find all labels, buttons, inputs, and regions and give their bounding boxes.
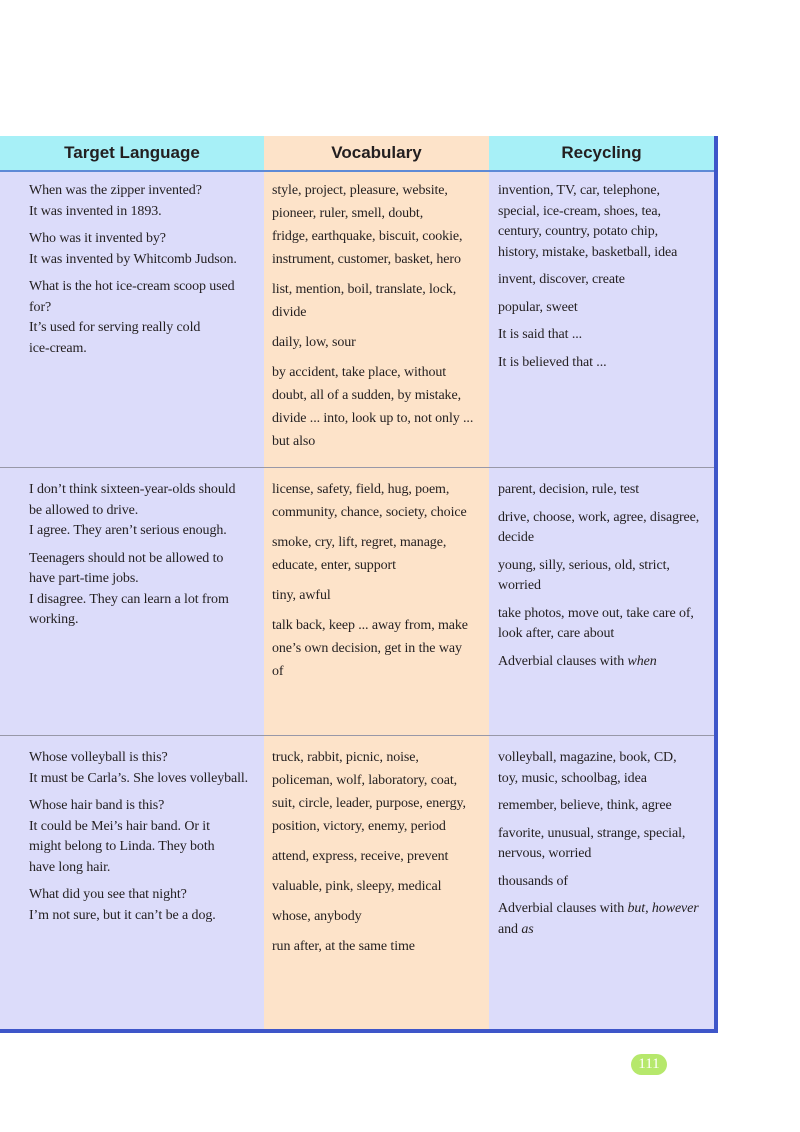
row1-vocab-p2: list, mention, boil, translate, lock, divide <box>272 282 457 320</box>
row2-rec-p3: young, silly, serious, old, strict, worried <box>498 557 670 593</box>
row3-target-p1: Whose volleyball is this? It must be Carla’s. She loves volleyball. <box>29 750 249 786</box>
row3-rec-p2: remember, believe, think, agree <box>498 798 672 813</box>
row3-vocab-p4: whose, anybody <box>272 909 362 924</box>
row1-vocab-cell <box>272 179 486 460</box>
row1-target-p3: What is the hot ice-cream scoop used for? It’s used for serving really cold ice-cream. <box>29 279 235 356</box>
row1-target-cell <box>29 181 261 366</box>
row3-vocab-p5: run after, at the same time <box>272 939 415 954</box>
row3-rec-p1: volleyball, magazine, book, CD, toy, music, schoolbag, idea <box>498 750 677 786</box>
header-vocabulary: Vocabulary <box>264 136 489 170</box>
row3-vocab-p2: attend, express, receive, prevent <box>272 849 449 864</box>
row2-vocab-p1: license, safety, field, hug, poem, community, chance, society, choice <box>272 482 467 520</box>
row1-vocab-p1: style, project, pleasure, website, pioneer, ruler, smell, doubt, fridge, earthquake, biscuit, cookie, instrument, customer, basket, hero <box>272 183 463 267</box>
row3-vocab-p3: valuable, pink, sleepy, medical <box>272 879 442 894</box>
table-header <box>0 136 714 172</box>
row1-target-p2: Who was it invented by? It was invented by Whitcomb Judson. <box>29 231 237 267</box>
header-recycling: Recycling <box>489 136 714 170</box>
row2-vocab-p3: tiny, awful <box>272 588 331 603</box>
row1-rec-p3: popular, sweet <box>498 299 578 315</box>
row-divider <box>0 467 714 468</box>
row2-rec-p4: take photos, move out, take care of, look after, care about <box>498 605 694 641</box>
page-number-badge: 111 <box>631 1054 667 1075</box>
row2-vocab-p4: talk back, keep ... away from, make one’s own decision, get in the way of <box>272 618 468 679</box>
row3-target-cell <box>29 748 261 933</box>
row2-target-p2: Teenagers should not be allowed to have part-time jobs. I disagree. They can learn a lot from working. <box>29 550 229 627</box>
row3-rec-p3: favorite, unusual, strange, special, nervous, worried <box>498 825 686 861</box>
row3-target-p3: What did you see that night? I’m not sure, but it can’t be a dog. <box>29 887 216 923</box>
row2-target-p1: I don’t think sixteen-year-olds should be allowed to drive. I agree. They aren’t serious enough. <box>29 482 236 538</box>
row1-target-p1: When was the zipper invented? It was invented in 1893. <box>29 183 202 219</box>
row1-vocab-p4: by accident, take place, without doubt, all of a sudden, by mistake, divide ... into, look up to, not only ... but also <box>272 365 474 449</box>
row3-rec-adverbial: Adverbial clauses with but, however and as <box>498 901 699 937</box>
row2-rec-p2: drive, choose, work, agree, disagree, decide <box>498 509 700 545</box>
row2-target-cell <box>29 480 261 638</box>
row3-rec-p4: thousands of <box>498 873 568 889</box>
row1-rec-p5: It is believed that ... <box>498 354 607 370</box>
row1-rec-p4: It is said that ... <box>498 327 583 342</box>
row1-recycling-cell <box>498 181 710 380</box>
row3-vocab-cell <box>272 746 486 965</box>
vocabulary-table <box>0 136 718 1033</box>
row3-vocab-p1: truck, rabbit, picnic, noise, policeman, wolf, laboratory, coat, suit, circle, leader, purpose, energy, position, victory, enemy, period <box>272 750 466 834</box>
header-target-language: Target Language <box>0 136 264 170</box>
row2-recycling-cell <box>498 480 710 679</box>
row1-rec-p1: invention, TV, car, telephone, special, ice-cream, shoes, tea, century, country, potato chip, history, mistake, basketball, idea <box>498 183 678 260</box>
row1-rec-p2: invent, discover, create <box>498 272 625 287</box>
row2-rec-p1: parent, decision, rule, test <box>498 482 640 497</box>
row-divider <box>0 735 714 736</box>
row2-vocab-cell <box>272 478 486 690</box>
row3-target-p2: Whose hair band is this? It could be Mei’s hair band. Or it might belong to Linda. They both have long hair. <box>29 798 215 875</box>
row3-recycling-cell <box>498 748 710 947</box>
row2-vocab-p2: smoke, cry, lift, regret, manage, educate, enter, support <box>272 535 447 573</box>
row2-rec-adverbial: Adverbial clauses with when <box>498 653 657 669</box>
row1-vocab-p3: daily, low, sour <box>272 335 356 350</box>
